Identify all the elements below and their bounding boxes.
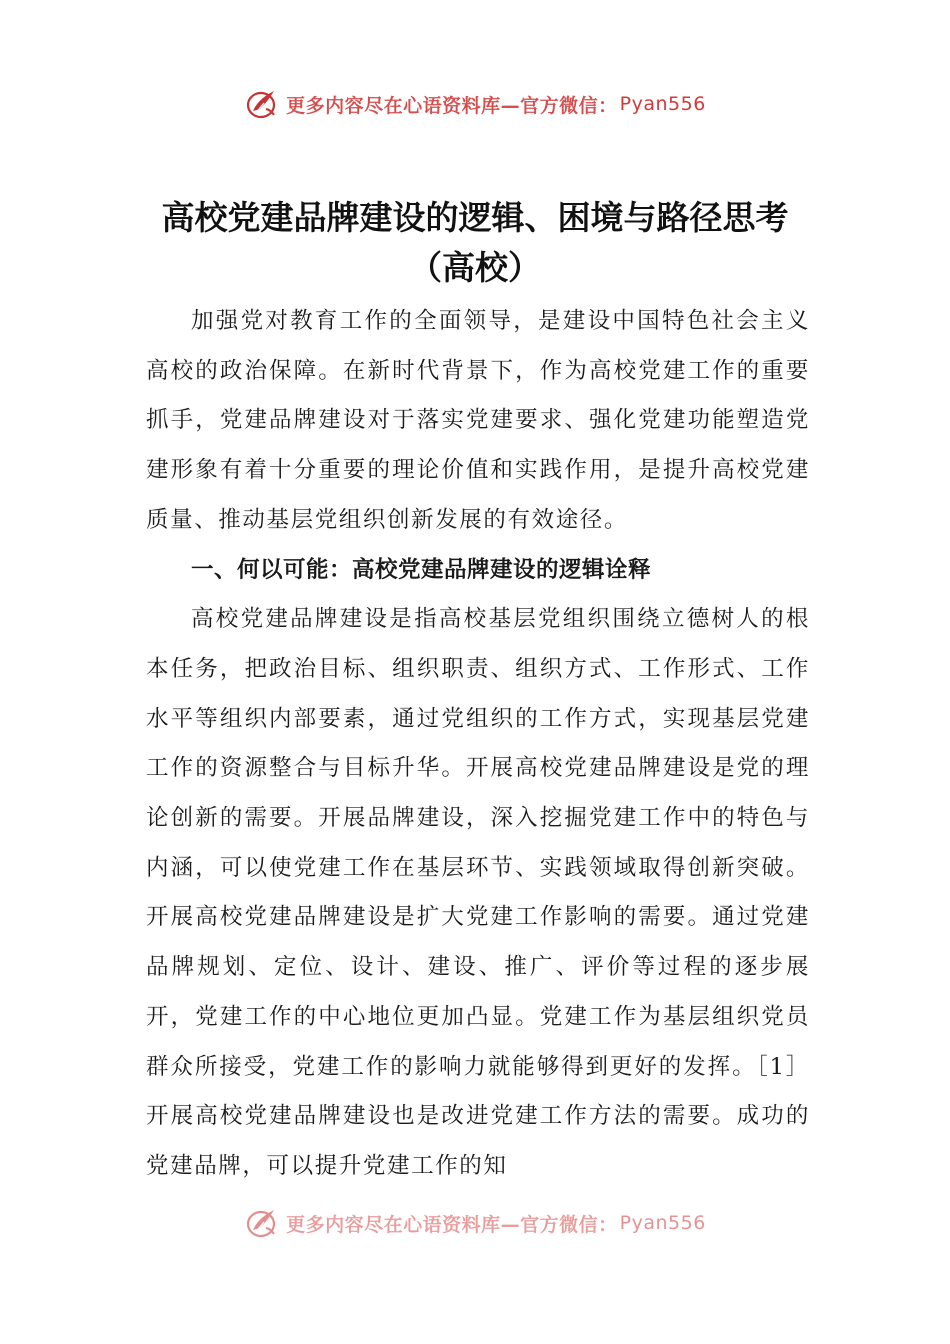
watermark-text: 更多内容尽在心语资料库—官方微信： [286,94,618,117]
quill-pen-logo-icon [244,85,282,123]
header-watermark [0,84,950,124]
document-title: 高校党建品牌建设的逻辑、困境与路径思考（高校） [161,198,789,287]
watermark-text: 更多内容尽在心语资料库—官方微信： [286,1213,618,1236]
section-1-paragraph: 高校党建品牌建设是指高校基层党组织围绕立德树人的根本任务，把政治目标、组织职责、组织方式、工作形式、工作水平等组织内部要素，通过党组织的工作方式，实现基层党建工作的资源整合与目标升华。开展高校党建品牌建设是党的理论创新的需要。开展品牌建设，深入挖掘党建工作中的特色与内涵，可以使党建工作在基层环节、实践领域取得创新突破。开展高校党建品牌建设是扩大党建工作影响的需要。通过党建品牌规划、定位、设计、建设、推广、评价等过程的逐步展开，党建工作的中心地位更加凸显。党建工作为基层组织党员群众所接受，党建工作的影响力就能够得到更好的发挥。［1］开展高校党建品牌建设也是改进党建工作方法的需要。成功的党建品牌，可以提升党建工作的知 [146,606,810,1179]
watermark-wechat-id: Pyan556 [619,93,706,115]
section-heading-1: 一、何以可能：高校党建品牌建设的逻辑诠释 [191,556,652,583]
footer-watermark [0,1203,950,1243]
watermark-wechat-id: Pyan556 [619,1212,706,1234]
document-body [146,297,810,1192]
intro-paragraph: 加强党对教育工作的全面领导，是建设中国特色社会主义高校的政治保障。在新时代背景下，作为高校党建工作的重要抓手，党建品牌建设对于落实党建要求、强化党建功能塑造党建形象有着十分重要的理论价值和实践作用，是提升高校党建质量、推动基层党组织创新发展的有效途径。 [146,308,810,533]
quill-pen-logo-icon [244,1204,282,1242]
